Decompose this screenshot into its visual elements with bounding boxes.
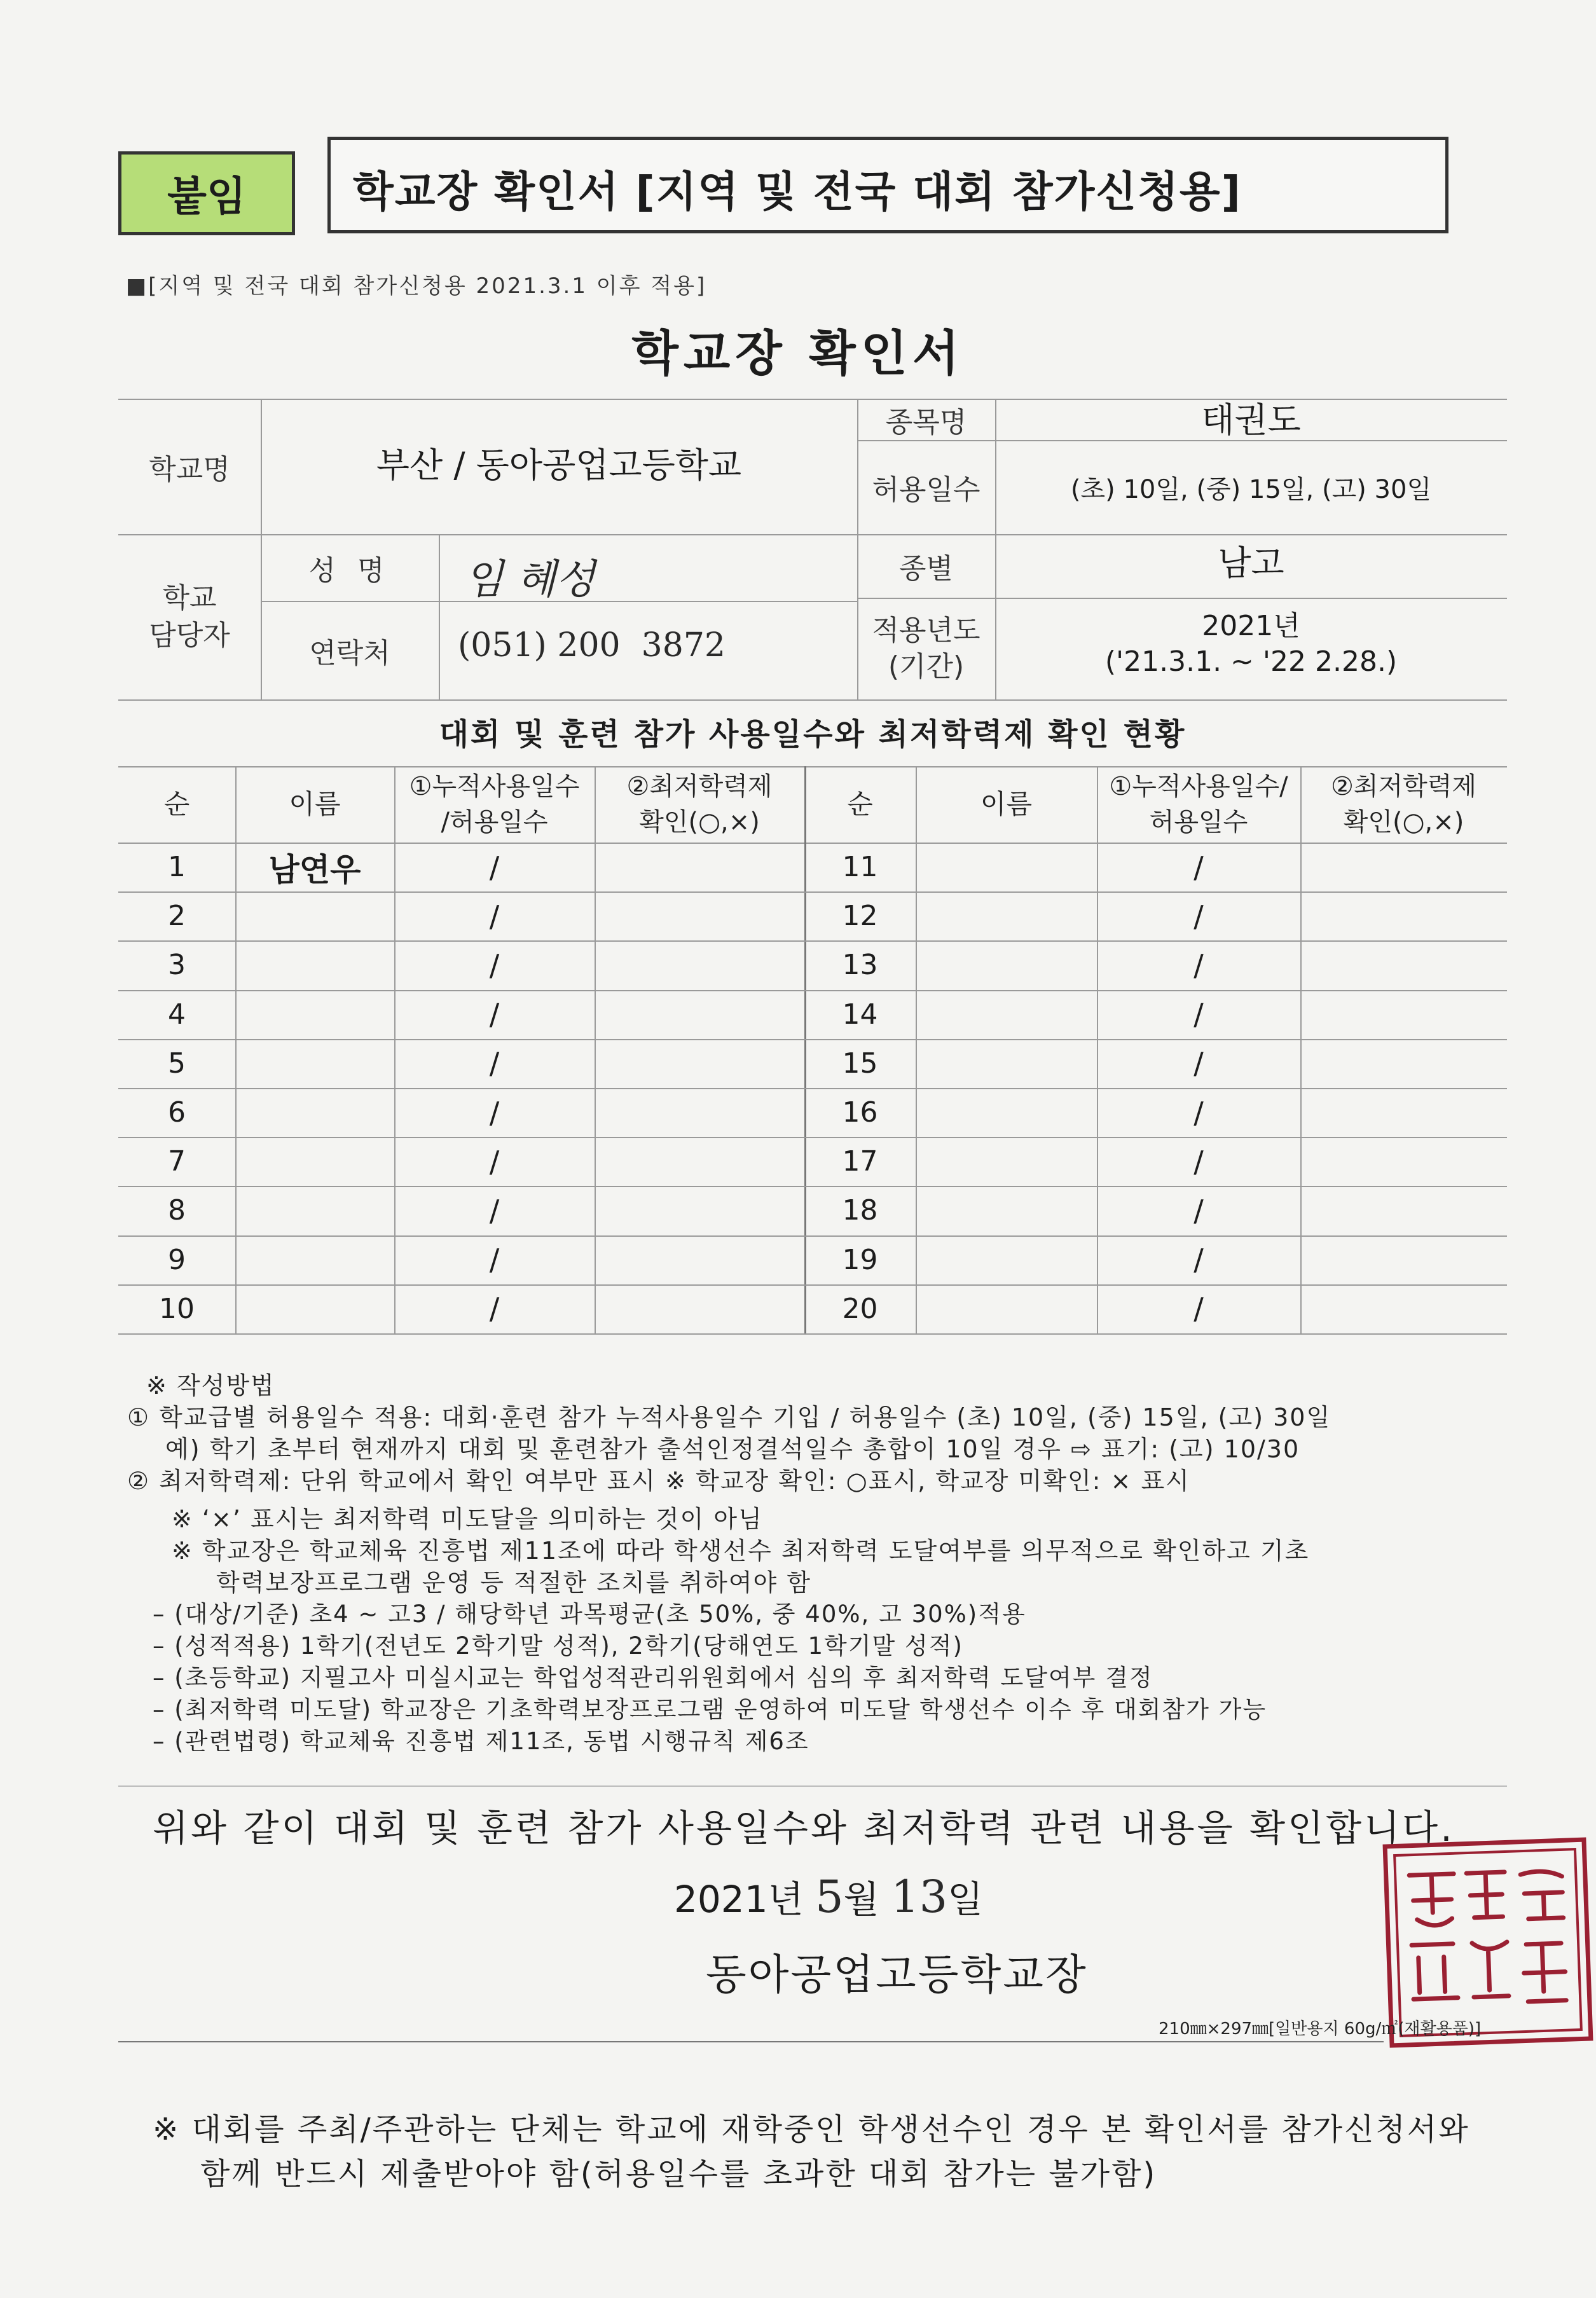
col-header-name-left: 이름 xyxy=(289,788,341,820)
row-name xyxy=(916,1186,1097,1235)
footnote-line-2: 함께 반드시 제출받아야 함(허용일수를 초과한 대회 참가는 불가함) xyxy=(200,2156,1157,2192)
allowed-days-label: 허용일수 xyxy=(872,474,980,506)
row-days-slash: / xyxy=(489,898,500,933)
row-number: 2 xyxy=(168,900,186,933)
form-subtitle: ■[지역 및 전국 대회 참가신청용 2021.3.1 이후 적용] xyxy=(126,273,707,299)
notes-heading: ※ 작성방법 xyxy=(146,1372,275,1400)
row-number: 8 xyxy=(168,1194,186,1227)
row-number: 19 xyxy=(842,1243,878,1276)
row-number: 10 xyxy=(159,1292,195,1325)
note-line: – (관련법령) 학교체육 진흥법 제11조, 동법 시행규칙 제6조 xyxy=(153,1728,809,1755)
row-name xyxy=(916,1137,1097,1186)
category-value: 남고 xyxy=(1218,542,1284,583)
note-line: 예) 학기 초부터 현재까지 대회 및 훈련참가 출석인정결석일수 총합이 10일 경우 ⇨ 표기: (고) 10/30 xyxy=(165,1435,1300,1463)
row-days-slash: / xyxy=(489,1095,500,1130)
row-days-slash: / xyxy=(1194,898,1204,933)
col-header-check-right: ②최저학력제 확인(○,×) xyxy=(1330,772,1477,837)
row-days-slash: / xyxy=(1194,1046,1204,1081)
row-number: 9 xyxy=(168,1243,186,1276)
row-number: 11 xyxy=(842,851,878,884)
row-number: 16 xyxy=(842,1096,878,1129)
row-days-slash: / xyxy=(489,1291,500,1326)
row-name xyxy=(235,940,394,989)
name-value-handwritten: 임 혜성 xyxy=(464,556,595,603)
contact-value: (051) 200 3872 xyxy=(458,626,726,664)
row-number: 7 xyxy=(168,1145,186,1178)
row-name xyxy=(235,1088,394,1137)
row-number: 6 xyxy=(168,1096,186,1129)
row-name xyxy=(916,891,1097,940)
row-name xyxy=(235,1137,394,1186)
confirmation-statement: 위와 같이 대회 및 훈련 참가 사용일수와 최저학력 관련 내용을 확인합니다. xyxy=(153,1806,1455,1850)
row-number: 17 xyxy=(842,1145,878,1178)
event-value: 태권도 xyxy=(1201,399,1301,440)
row-days-slash: / xyxy=(1194,850,1204,884)
year-value: 2021년 xyxy=(1202,610,1300,642)
row-name xyxy=(235,1235,394,1284)
note-line: 학력보장프로그램 운영 등 적절한 조치를 취하여야 함 xyxy=(216,1569,812,1597)
row-days-slash: / xyxy=(489,850,500,884)
row-number: 1 xyxy=(168,851,186,884)
school-value: 부산 / 동아공업고등학교 xyxy=(376,444,742,485)
row-name xyxy=(916,1284,1097,1333)
row-name xyxy=(916,1235,1097,1284)
col-header-num-left: 순 xyxy=(163,788,190,820)
note-line: – (대상/기준) 초4 ~ 고3 / 해당학년 과목평균(초 50%, 중 40%, 고 30%)적용 xyxy=(153,1600,1026,1628)
date-month-handwritten: 5 xyxy=(815,1871,844,1923)
category-label: 종별 xyxy=(898,553,953,585)
principal-title: 동아공업고등학교장 xyxy=(706,1950,1088,1999)
col-header-check-left: ②최저학력제 확인(○,×) xyxy=(626,772,773,837)
row-days-slash: / xyxy=(1194,1144,1204,1179)
row-days-slash: / xyxy=(1194,1193,1204,1228)
row-days-slash: / xyxy=(489,1144,500,1179)
col-header-days-left: ①누적사용일수 /허용일수 xyxy=(409,772,580,837)
date-day-unit: 일 xyxy=(947,1878,984,1921)
row-name xyxy=(235,891,394,940)
row-name: 남연우 xyxy=(268,851,361,888)
date-month-unit: 월 xyxy=(843,1878,879,1921)
row-number: 18 xyxy=(842,1194,878,1227)
row-days-slash: / xyxy=(1194,947,1204,982)
document-title: 학교장 확인서 xyxy=(631,325,965,382)
note-line: ※ 학교장은 학교체육 진흥법 제11조에 따라 학생선수 최저학력 도달여부를 의무적으로 확인하고 기초 xyxy=(172,1537,1310,1565)
row-days-slash: / xyxy=(1194,997,1204,1032)
note-line: ※ ‘×’ 표시는 최저학력 미도달을 의미하는 것이 아님 xyxy=(172,1505,763,1533)
row-number: 4 xyxy=(168,998,186,1031)
name-label: 성 명 xyxy=(308,554,391,587)
note-line: – (성적적용) 1학기(전년도 2학기말 성적), 2학기(당해연도 1학기말 성적) xyxy=(153,1632,963,1660)
col-header-days-right: ①누적사용일수/ 허용일수 xyxy=(1109,772,1288,837)
row-name xyxy=(916,940,1097,989)
date-year: 2021년 xyxy=(674,1878,804,1921)
note-line: – (최저학력 미도달) 학교장은 기초학력보장프로그램 운영하여 미도달 학생선수 이수 후 대회참가 가능 xyxy=(153,1696,1267,1723)
row-name xyxy=(916,1088,1097,1137)
contact-label: 연락처 xyxy=(309,636,390,670)
note-line: ② 최저학력제: 단위 학교에서 확인 여부만 표시 ※ 학교장 확인: ○표시, 학교장 미확인: × 표시 xyxy=(127,1467,1190,1495)
date-day-handwritten: 13 xyxy=(891,1871,948,1923)
row-days-slash: / xyxy=(489,947,500,982)
row-number: 13 xyxy=(842,949,878,982)
row-number: 3 xyxy=(168,949,186,982)
footnote-line-1: ※ 대회를 주최/주관하는 단체는 학교에 재학중인 학생선수인 경우 본 확인서를 참가신청서와 xyxy=(153,2112,1470,2147)
row-days-slash: / xyxy=(1194,1242,1204,1277)
row-number: 15 xyxy=(842,1047,878,1080)
row-days-slash: / xyxy=(489,1193,500,1228)
row-number: 20 xyxy=(842,1292,878,1325)
row-number: 5 xyxy=(168,1047,186,1080)
manager-label: 학교 담당자 xyxy=(149,581,230,652)
header-title: 학교장 확인서 [지역 및 전국 대회 참가신청용] xyxy=(353,167,1242,216)
row-name xyxy=(916,843,1097,891)
row-number: 12 xyxy=(842,900,878,933)
row-name xyxy=(916,990,1097,1039)
row-name xyxy=(235,1039,394,1088)
attachment-tag: 붙임 xyxy=(118,151,295,235)
row-days-slash: / xyxy=(1194,1291,1204,1326)
usage-section-title: 대회 및 훈련 참가 사용일수와 최저학력제 확인 현황 xyxy=(439,716,1187,752)
event-label: 종목명 xyxy=(885,406,967,439)
note-line: – (초등학교) 지필고사 미실시교는 학업성적관리위원회에서 심의 후 최저학력 도달여부 결정 xyxy=(153,1664,1153,1691)
school-label: 학교명 xyxy=(149,453,230,486)
row-name xyxy=(916,1039,1097,1088)
col-header-name-right: 이름 xyxy=(980,788,1033,820)
row-days-slash: / xyxy=(489,1046,500,1081)
row-name xyxy=(235,1186,394,1235)
col-header-num-right: 순 xyxy=(847,788,873,820)
row-days-slash: / xyxy=(489,997,500,1032)
signature-date xyxy=(674,1869,983,1923)
row-days-slash: / xyxy=(489,1242,500,1277)
seal-glyphs xyxy=(1389,1844,1586,2041)
note-line: ① 학교급별 허용일수 적용: 대회·훈련 참가 누적사용일수 기입 / 허용일수 (초) 10일, (중) 15일, (고) 30일 xyxy=(127,1403,1331,1431)
allowed-days-value: (초) 10일, (중) 15일, (고) 30일 xyxy=(1070,474,1432,504)
paper-spec: 210㎜×297㎜[일반용지 60g/㎡(재활용품)] xyxy=(1159,2019,1482,2039)
row-name xyxy=(235,1284,394,1333)
row-days-slash: / xyxy=(1194,1095,1204,1130)
row-name xyxy=(235,990,394,1039)
year-label: 적용년도 (기간) xyxy=(872,614,980,683)
row-number: 14 xyxy=(842,998,878,1031)
period-value: ('21.3.1. ~ '22 2.28.) xyxy=(1104,645,1398,678)
